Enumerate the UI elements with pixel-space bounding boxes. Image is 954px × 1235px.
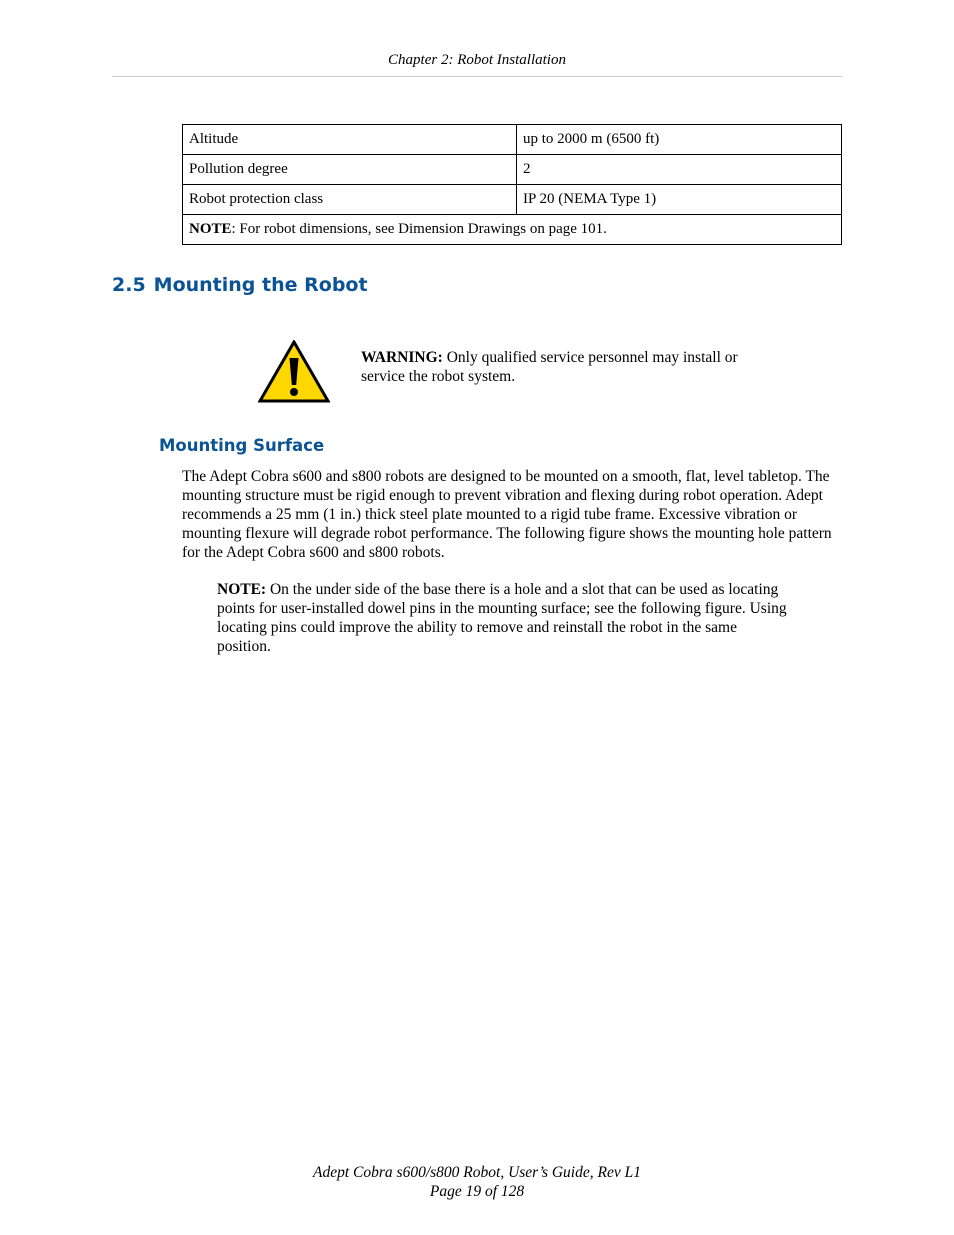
table-note-cell (183, 215, 842, 245)
subsection-heading: Mounting Surface (159, 436, 325, 455)
warning-text: Only qualified service personnel may install or service the robot system. (361, 349, 738, 385)
note-text: On the under side of the base there is a hole and a slot that can be used as locating points for user-installed dowel pins in the mounting surface; see the following figure. Using locating pins could improve the ability to remove and reinstall the robot in the same position. (217, 581, 787, 655)
table-row (183, 125, 842, 155)
specs-table (182, 124, 842, 245)
table-cell-label: Robot protection class (183, 185, 517, 215)
section-heading (112, 274, 368, 296)
table-note-row (183, 215, 842, 245)
table-cell-label: Pollution degree (183, 155, 517, 185)
warning-triangle-icon (258, 340, 330, 403)
note-label: NOTE: (217, 581, 267, 598)
footer-page-number: Page 19 of 128 (429, 1183, 525, 1200)
page-header: Chapter 2: Robot Installation (388, 52, 566, 68)
section-number: 2.5 (112, 274, 146, 296)
footer-title: Adept Cobra s600/s800 Robot, User’s Guide, Rev L1 (313, 1164, 641, 1181)
warning-message (361, 348, 781, 386)
table-row (183, 185, 842, 215)
table-cell-value: 2 (517, 155, 842, 185)
body-paragraph: The Adept Cobra s600 and s800 robots are designed to be mounted on a smooth, flat, level tabletop. The mounting structure must be rigid enough to prevent vibration and flexing during robot operation. Adept recommends a 25 mm (1 in.) thick steel plate mounted to a rigid tube frame. Excessive vibration or mounting flexure will degrade robot performance. The following figure shows the mounting hole pattern for the Adept Cobra s600 and s800 robots. (182, 468, 832, 561)
page-footer (0, 1163, 954, 1201)
table-cell-label: Altitude (183, 125, 517, 155)
section-title: Mounting the Robot (153, 274, 368, 296)
table-row (183, 155, 842, 185)
table-note-label: NOTE (189, 221, 232, 237)
warning-label: WARNING: (361, 349, 443, 366)
table-cell-value: IP 20 (NEMA Type 1) (517, 185, 842, 215)
note-paragraph (217, 580, 792, 656)
table-cell-value: up to 2000 m (6500 ft) (517, 125, 842, 155)
table-note-text: : For robot dimensions, see Dimension Drawings on page 101. (231, 221, 607, 237)
header-divider (112, 76, 842, 77)
